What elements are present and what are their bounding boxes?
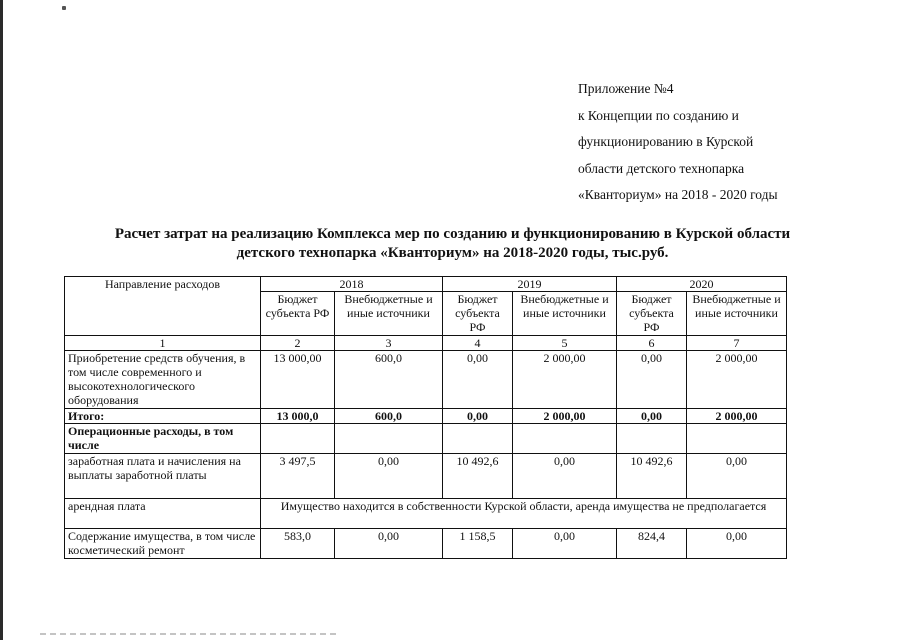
cell-value (335, 424, 443, 454)
cell-value: 0,00 (687, 529, 787, 559)
header-budget: Бюджет субъекта РФ (617, 292, 687, 336)
cell-value: 2 000,00 (513, 409, 617, 424)
table-row-section (65, 424, 787, 454)
title-line-2: детского технопарка «Кванториум» на 2018-2020 годы, тыс.руб. (236, 245, 669, 261)
table-row (65, 499, 787, 529)
appendix-line: к Концепции по созданию и (578, 107, 739, 123)
cell-value: 600,0 (335, 351, 443, 409)
column-number: 7 (687, 336, 787, 351)
cell-value (513, 424, 617, 454)
cell-value: 2 000,00 (513, 351, 617, 409)
cell-value: 583,0 (261, 529, 335, 559)
cell-value: 3 497,5 (261, 454, 335, 499)
appendix-line: «Кванториум» на 2018 - 2020 годы (578, 187, 778, 202)
cell-value: 0,00 (513, 454, 617, 499)
cell-value: 13 000,00 (261, 351, 335, 409)
cell-value: 600,0 (335, 409, 443, 424)
scan-mark (62, 6, 66, 10)
header-year: 2019 (443, 277, 617, 292)
cell-value: 2 000,00 (687, 409, 787, 424)
cell-value: 1 158,5 (443, 529, 513, 559)
cell-value (617, 424, 687, 454)
header-year: 2020 (617, 277, 787, 292)
cell-value: 0,00 (687, 454, 787, 499)
cell-value: 0,00 (513, 529, 617, 559)
header-extra: Внебюджетные и иные источники (335, 292, 443, 336)
column-number: 5 (513, 336, 617, 351)
cell-value: 0,00 (443, 409, 513, 424)
appendix-line: Приложение №4 (578, 81, 674, 96)
header-extra: Внебюджетные и иные источники (513, 292, 617, 336)
appendix-note (578, 76, 898, 209)
title-line-1: Расчет затрат на реализацию Комплекса мер по созданию и функционированию в Курской области (114, 226, 791, 242)
header-extra: Внебюджетные и иные источники (687, 292, 787, 336)
cell-value: 0,00 (335, 529, 443, 559)
header-budget: Бюджет субъекта РФ (443, 292, 513, 336)
cell-value: 0,00 (617, 351, 687, 409)
appendix-line: области детского технопарка (578, 160, 745, 176)
cell-value: 0,00 (335, 454, 443, 499)
table-row (65, 529, 787, 559)
cell-value (443, 424, 513, 454)
cell-value: 0,00 (443, 351, 513, 409)
row-label: Приобретение средств обучения, в том числе современного и высокотехнологического оборудования (65, 351, 261, 409)
header-year: 2018 (261, 277, 443, 292)
table-row (65, 454, 787, 499)
row-label: заработная плата и начисления на выплаты заработной платы (65, 454, 261, 499)
cell-value: 0,00 (617, 409, 687, 424)
cell-value (261, 424, 335, 454)
cell-value: 10 492,6 (617, 454, 687, 499)
header-row-years (65, 277, 787, 292)
column-number: 1 (65, 336, 261, 351)
cell-value: 2 000,00 (687, 351, 787, 409)
cell-value: 824,4 (617, 529, 687, 559)
column-number: 2 (261, 336, 335, 351)
cell-value: 10 492,6 (443, 454, 513, 499)
row-label: арендная плата (65, 499, 261, 529)
column-number: 4 (443, 336, 513, 351)
cell-value (687, 424, 787, 454)
appendix-line: функционированию в Курской (578, 134, 754, 149)
document-title (60, 225, 845, 263)
expenses-table (64, 276, 787, 559)
row-label: Итого: (65, 409, 261, 424)
table-row-total (65, 409, 787, 424)
column-number: 6 (617, 336, 687, 351)
cell-value: 13 000,0 (261, 409, 335, 424)
column-number-row (65, 336, 787, 351)
scan-edge (0, 0, 3, 640)
merged-note: Имущество находится в собственности Курской области, аренда имущества не предполагается (261, 499, 787, 529)
header-budget: Бюджет субъекта РФ (261, 292, 335, 336)
table-row (65, 351, 787, 409)
row-label: Содержание имущества, в том числе косметический ремонт (65, 529, 261, 559)
header-direction: Направление расходов (65, 277, 261, 336)
scan-artifact (40, 633, 340, 635)
row-label: Операционные расходы, в том числе (65, 424, 261, 454)
column-number: 3 (335, 336, 443, 351)
